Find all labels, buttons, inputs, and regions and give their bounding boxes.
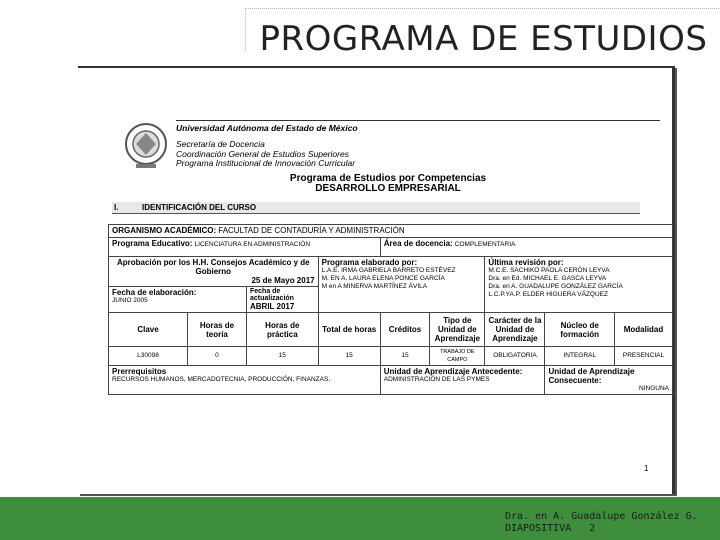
col-header-nucleo: Núcleo de formación — [545, 313, 615, 347]
document-page — [78, 66, 675, 494]
fecha-elab-value: JUNIO 2005 — [112, 297, 148, 304]
cell-nucleo: INTEGRAL — [545, 347, 615, 366]
area-label: Área de docencia: — [383, 239, 453, 248]
cell-creditos: 15 — [380, 347, 430, 366]
aprobacion-label: Aprobación por los H.H. Consejos Académico y de Gobierno — [116, 258, 310, 276]
revision-label: Última revisión por: — [488, 258, 564, 267]
organismo-value: FACULTAD DE CONTADURÍA Y ADMINISTRACIÓN — [218, 226, 405, 235]
header-line4: Programa Institucional de Innovación Curricular — [176, 158, 356, 168]
section-header — [112, 202, 640, 214]
col-header-caracter: Carácter de la Unidad de Aprendizaje — [485, 313, 545, 347]
col-header-tipo: Tipo de Unidad de Aprendizaje — [430, 313, 485, 347]
area-value: COMPLEMENTARIA — [454, 241, 516, 248]
footer-author: Dra. en A. Guadalupe González G. — [505, 511, 698, 522]
header-university: Universidad Autónoma del Estado de México — [176, 123, 358, 133]
elaborado-name-2: M. EN A. LAURA ELENA PONCE GARCÍA — [321, 275, 445, 282]
fecha-act-label: Fecha de actualización — [249, 288, 294, 302]
cell-clave: L30098 — [109, 347, 188, 366]
col-header-horas-practica: Horas de práctica — [246, 313, 318, 347]
page-number: 1 — [644, 464, 649, 473]
cell-caracter: OBLIGATORIA — [485, 347, 545, 366]
header-line2: Secretaría de Docencia — [176, 139, 265, 149]
revision-name-3: Dra. en A. GUADALUPE GONZÁLEZ GARCÍA — [488, 283, 623, 290]
cell-horas-teoria: 0 — [188, 347, 247, 366]
course-identification-table — [108, 224, 673, 395]
slide-title: PROGRAMA DE ESTUDIOS — [259, 19, 708, 59]
footer-slide-number: DIAPOSITIVA 2 — [505, 523, 596, 534]
footer-credit — [505, 511, 698, 535]
organismo-label: ORGANISMO ACADÉMICO: — [112, 226, 217, 235]
cell-tipo: TRABAJO DE CAMPO — [430, 347, 485, 366]
cell-total-horas: 15 — [318, 347, 380, 366]
cell-modalidad: PRESENCIAL — [614, 347, 672, 366]
consecuente-value: NINGUNA — [639, 385, 669, 392]
cell-horas-practica: 15 — [246, 347, 318, 366]
col-header-total-horas: Total de horas — [318, 313, 380, 347]
col-header-creditos: Créditos — [380, 313, 430, 347]
revision-name-2: Dra. en Ed. MICHAEL E. GASCA LEYVA — [488, 275, 607, 282]
col-header-modalidad: Modalidad — [614, 313, 672, 347]
antecedente-label: Unidad de Aprendizaje Antecedente: — [383, 367, 523, 376]
programa-value: LICENCIATURA EN ADMINISTRACIÓN — [194, 241, 311, 248]
header-line3: Coordinación General de Estudios Superiores — [176, 149, 349, 159]
section-number: I. — [114, 203, 119, 212]
fecha-elab-label: Fecha de elaboración: — [112, 288, 197, 297]
antecedente-value: ADMINISTRACIÓN DE LAS PYMES — [383, 376, 490, 383]
programa-label: Programa Educativo: — [112, 239, 193, 248]
header-rule — [176, 120, 660, 121]
section-title: IDENTIFICACIÓN DEL CURSO — [142, 203, 257, 212]
program-title: Programa de Estudios por Competencias — [289, 173, 487, 184]
slide-title-box — [245, 8, 720, 59]
fecha-act-value: ABRIL 2017 — [249, 302, 295, 311]
elaborado-label: Programa elaborado por: — [321, 258, 418, 267]
elaborado-name-1: L.A.E. IRMA GABRIELA BARRETO ESTÉVEZ — [321, 267, 456, 274]
consecuente-label: Unidad de Aprendizaje Consecuente: — [548, 367, 635, 385]
col-header-clave: Clave — [109, 313, 188, 347]
course-title: DESARROLLO EMPRESARIAL — [315, 183, 461, 194]
revision-name-1: M.C.E. SACHIKO PAOLA CERÓN LEYVA — [488, 267, 610, 274]
prerreq-value: RECURSOS HUMANOS, MERCADOTECNIA, PRODUCCIÓN, FINANZAS. — [112, 376, 331, 383]
prerreq-label: Prerrequisitos — [112, 367, 167, 376]
aprobacion-date: 25 de Mayo 2017 — [251, 276, 315, 285]
university-seal-icon — [122, 120, 170, 172]
col-header-horas-teoria: Horas de teoría — [188, 313, 247, 347]
elaborado-name-3: M en A MINERVA MARTÍNEZ ÁVILA — [321, 283, 428, 290]
revision-name-4: L.C.P.YA.P. ELDER HIGUERA VÁZQUEZ — [488, 291, 608, 298]
